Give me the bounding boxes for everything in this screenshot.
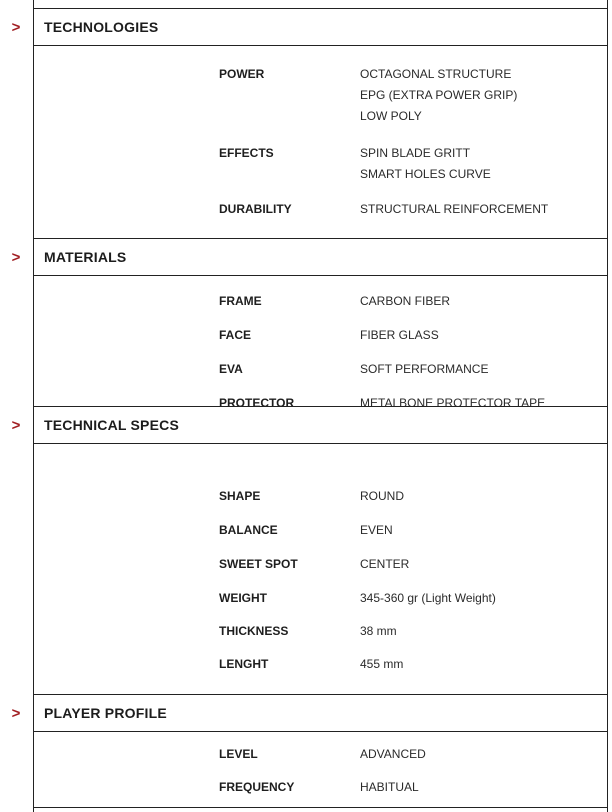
spec-label: SHAPE: [219, 489, 261, 503]
spec-values: [360, 359, 612, 380]
section-header-technical-specs[interactable]: [33, 406, 608, 444]
chevron-right-icon[interactable]: >: [11, 248, 21, 266]
spec-value: LOW POLY: [360, 109, 422, 123]
spec-value: EVEN: [360, 523, 393, 537]
chevron-right-icon[interactable]: >: [11, 416, 21, 434]
spec-values: [360, 64, 612, 127]
section-title: MATERIALS: [44, 249, 127, 265]
spec-value: STRUCTURAL REINFORCEMENT: [360, 202, 549, 216]
spec-label: LENGHT: [219, 657, 269, 671]
spec-label: FRAME: [219, 294, 262, 308]
section-header-player-profile[interactable]: [33, 694, 608, 732]
section-header-materials[interactable]: [33, 238, 608, 276]
spec-values: [360, 744, 612, 765]
section-header-technologies[interactable]: [33, 8, 608, 46]
spec-value: 455 mm: [360, 657, 404, 671]
spec-value: EPG (EXTRA POWER GRIP): [360, 88, 518, 102]
spec-label: WEIGHT: [219, 591, 267, 605]
bottom-divider: [33, 807, 608, 808]
spec-label: SWEET SPOT: [219, 557, 298, 571]
spec-value: HABITUAL: [360, 780, 419, 794]
spec-value: FIBER GLASS: [360, 328, 439, 342]
spec-values: [360, 520, 612, 541]
spec-value: CENTER: [360, 557, 410, 571]
spec-label: POWER: [219, 67, 265, 81]
chevron-right-icon[interactable]: >: [11, 18, 21, 36]
spec-values: [360, 588, 612, 609]
section-title: PLAYER PROFILE: [44, 705, 167, 721]
chevron-right-icon[interactable]: >: [11, 704, 21, 722]
section-title: TECHNICAL SPECS: [44, 417, 179, 433]
spec-value: SPIN BLADE GRITT: [360, 146, 471, 160]
spec-value: ADVANCED: [360, 747, 426, 761]
spec-label: DURABILITY: [219, 202, 292, 216]
spec-value: OCTAGONAL STRUCTURE: [360, 67, 512, 81]
spec-label: FACE: [219, 328, 252, 342]
spec-label: THICKNESS: [219, 624, 289, 638]
spec-label: EFFECTS: [219, 146, 274, 160]
spec-label: LEVEL: [219, 747, 258, 761]
spec-value: 38 mm: [360, 624, 397, 638]
section-title: TECHNOLOGIES: [44, 19, 159, 35]
spec-values: [360, 291, 612, 312]
spec-value: CARBON FIBER: [360, 294, 451, 308]
spec-values: [360, 325, 612, 346]
spec-label: EVA: [219, 362, 243, 376]
spec-values: [360, 486, 612, 507]
spec-value: 345-360 gr (Light Weight): [360, 591, 496, 605]
spec-label: FREQUENCY: [219, 780, 295, 794]
spec-values: [360, 554, 612, 575]
spec-values: [360, 143, 612, 185]
spec-value: SOFT PERFORMANCE: [360, 362, 489, 376]
spec-value: SMART HOLES CURVE: [360, 167, 491, 181]
spec-values: [360, 777, 612, 798]
spec-label: PROTECTOR: [219, 396, 295, 410]
spec-label: BALANCE: [219, 523, 278, 537]
spec-values: [360, 654, 612, 675]
spec-value: ROUND: [360, 489, 404, 503]
spec-values: [360, 199, 612, 220]
spec-value: METALBONE PROTECTOR TAPE: [360, 396, 546, 410]
spec-values: [360, 621, 612, 642]
